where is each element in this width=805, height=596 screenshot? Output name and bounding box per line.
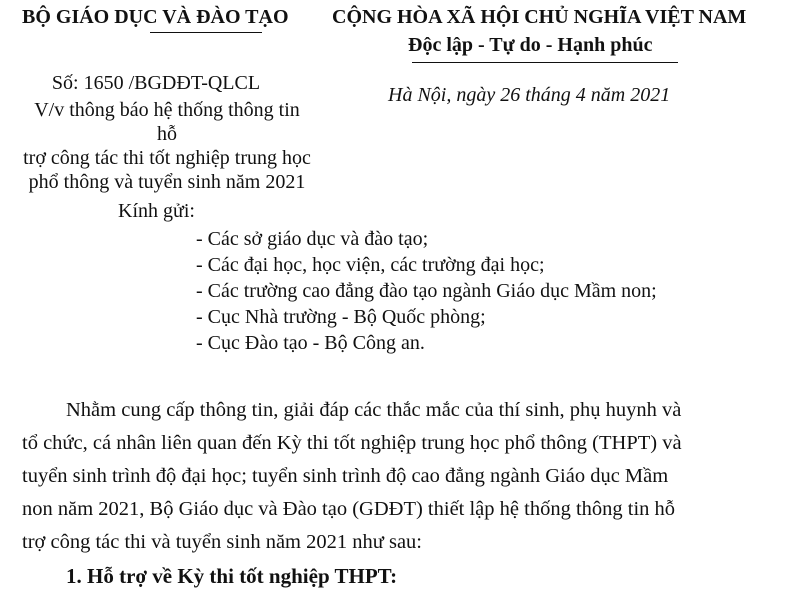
body-line: trợ công tác thi và tuyển sinh năm 2021 như sau: — [22, 531, 422, 553]
recipient-item: - Các đại học, học viện, các trường đại học; — [196, 254, 545, 276]
body-paragraph — [22, 394, 766, 559]
subject-line: trợ công tác thi tốt nghiệp trung học — [23, 147, 311, 169]
recipient-item: - Cục Đào tạo - Bộ Công an. — [196, 332, 425, 354]
recipient-item: - Cục Nhà trường - Bộ Quốc phòng; — [196, 306, 486, 328]
recipient-list — [196, 226, 657, 356]
body-line: tuyển sinh trình độ đại học; tuyển sinh trình độ cao đẳng ngành Giáo dục Mầm — [22, 465, 669, 487]
ministry-name: BỘ GIÁO DỤC VÀ ĐÀO TẠO — [22, 6, 289, 28]
recipient-item: - Các trường cao đẳng đào tạo ngành Giáo dục Mầm non; — [196, 280, 657, 302]
date-line: Hà Nội, ngày 26 tháng 4 năm 2021 — [388, 84, 671, 106]
document-subject — [22, 98, 312, 194]
recipient-item: - Các sở giáo dục và đào tạo; — [196, 228, 429, 250]
ministry-underline — [150, 32, 262, 33]
subject-line: V/v thông báo hệ thống thông tin hỗ — [34, 99, 300, 145]
body-line: Nhằm cung cấp thông tin, giải đáp các thắc mắc của thí sinh, phụ huynh và — [66, 399, 682, 421]
republic-name: CỘNG HÒA XÃ HỘI CHỦ NGHĨA VIỆT NAM — [332, 6, 747, 28]
national-motto: Độc lập - Tự do - Hạnh phúc — [408, 34, 653, 56]
document-number: Số: 1650 /BGDĐT-QLCL — [51, 72, 261, 94]
motto-underline — [412, 62, 678, 63]
body-line: non năm 2021, Bộ Giáo dục và Đào tạo (GDĐT) thiết lập hệ thống thông tin hỗ — [22, 498, 676, 520]
body-line: tổ chức, cá nhân liên quan đến Kỳ thi tốt nghiệp trung học phổ thông (THPT) và — [22, 432, 682, 454]
section-heading: 1. Hỗ trợ về Kỳ thi tốt nghiệp THPT: — [66, 564, 398, 588]
greeting: Kính gửi: — [118, 200, 195, 222]
subject-line: phổ thông và tuyển sinh năm 2021 — [28, 171, 306, 193]
